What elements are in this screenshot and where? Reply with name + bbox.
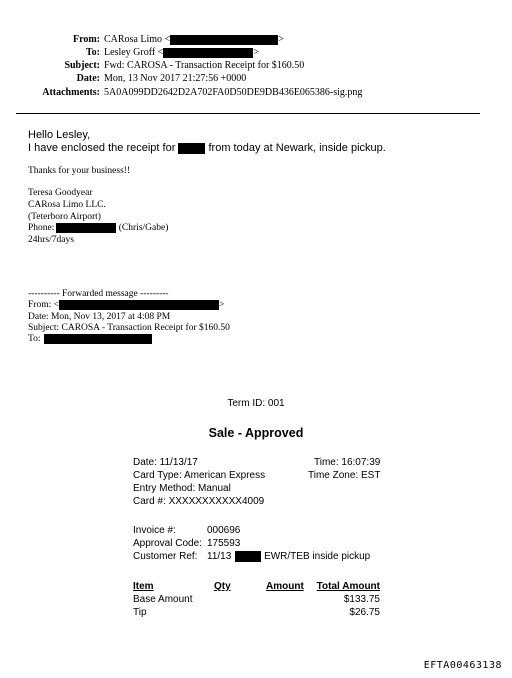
receipt-invoice-label: Invoice #: xyxy=(133,525,176,536)
header-from-row xyxy=(0,34,512,46)
signature-hours: 24hrs/7days xyxy=(28,235,74,245)
signature-phone: Phone: (Chris/Gabe) xyxy=(28,223,169,234)
from-value: CARosa Limo < > xyxy=(104,34,284,45)
term-id: Term ID: 001 xyxy=(227,398,285,409)
header-subject-row xyxy=(0,60,512,72)
signature-company: CARosa Limo LLC. xyxy=(28,200,106,210)
receipt-date: Date: 11/13/17 xyxy=(133,457,198,468)
redacted-block xyxy=(59,300,219,310)
receipt-customer-ref: 11/13 EWR/TEB inside pickup xyxy=(207,551,371,563)
signature-location: (Teterboro Airport) xyxy=(28,212,101,222)
greeting: Hello Lesley, xyxy=(28,129,91,141)
receipt-approval-value: 175593 xyxy=(207,538,241,549)
date-value: Mon, 13 Nov 2017 21:27:56 +0000 xyxy=(104,73,247,84)
redacted-block xyxy=(178,143,205,154)
column-header-qty: Qty xyxy=(214,581,231,592)
redacted-block xyxy=(235,551,261,562)
forwarded-to: To: xyxy=(28,334,152,346)
subject-value: Fwd: CAROSA - Transaction Receipt for $160.50 xyxy=(104,60,305,71)
redacted-block xyxy=(163,48,253,58)
column-header-amount: Amount xyxy=(266,581,304,592)
redacted-block xyxy=(170,35,278,45)
column-header-total-amount: Total Amount xyxy=(316,581,380,592)
row-item: Base Amount xyxy=(133,594,193,605)
forwarded-from: From: < > xyxy=(28,300,225,311)
forwarded-subject: Subject: CAROSA - Transaction Receipt for $160.50 xyxy=(28,323,230,333)
redacted-block xyxy=(56,223,116,233)
message-line: I have enclosed the receipt for from today at Newark, inside pickup. xyxy=(28,142,386,154)
forwarded-divider: ---------- Forwarded message --------- xyxy=(28,289,169,299)
attachments-value[interactable]: 5A0A099DD2642D2A702FA0D50DE9DB436E065386-sig.png xyxy=(104,87,363,98)
receipt-card-number: Card #: XXXXXXXXXXX4009 xyxy=(133,496,265,507)
receipt-card-type: Card Type: American Express xyxy=(133,470,266,481)
header-to-row xyxy=(0,47,512,59)
receipt-customer-ref-label: Customer Ref: xyxy=(133,551,198,562)
signature-name: Teresa Goodyear xyxy=(28,188,93,198)
from-label: From: xyxy=(72,34,100,45)
row-total: $133.75 xyxy=(343,594,380,605)
redacted-block xyxy=(44,334,152,344)
receipt-time-zone: Time Zone: EST xyxy=(308,470,381,481)
header-date-row xyxy=(0,73,512,85)
receipt-title: Sale - Approved xyxy=(208,426,304,440)
subject-label: Subject: xyxy=(64,60,100,71)
row-total: $26.75 xyxy=(349,607,380,618)
to-label: To: xyxy=(85,47,100,58)
receipt-time: Time: 16:07:39 xyxy=(314,457,381,468)
attachments-label: Attachments: xyxy=(42,87,100,98)
header-attachments-row xyxy=(0,87,512,99)
document-id: EFTA00463138 xyxy=(423,660,502,671)
column-header-item: Item xyxy=(133,581,154,592)
date-label: Date: xyxy=(76,73,100,84)
to-value: Lesley Groff < > xyxy=(104,47,259,58)
receipt-approval-label: Approval Code: xyxy=(133,538,202,549)
receipt-entry-method: Entry Method: Manual xyxy=(133,483,231,494)
row-item: Tip xyxy=(133,607,147,618)
receipt-invoice-value: 000696 xyxy=(207,525,241,536)
forwarded-date: Date: Mon, Nov 13, 2017 at 4:08 PM xyxy=(28,312,171,322)
header-divider xyxy=(16,113,480,114)
thanks-line: Thanks for your business!! xyxy=(28,166,131,176)
